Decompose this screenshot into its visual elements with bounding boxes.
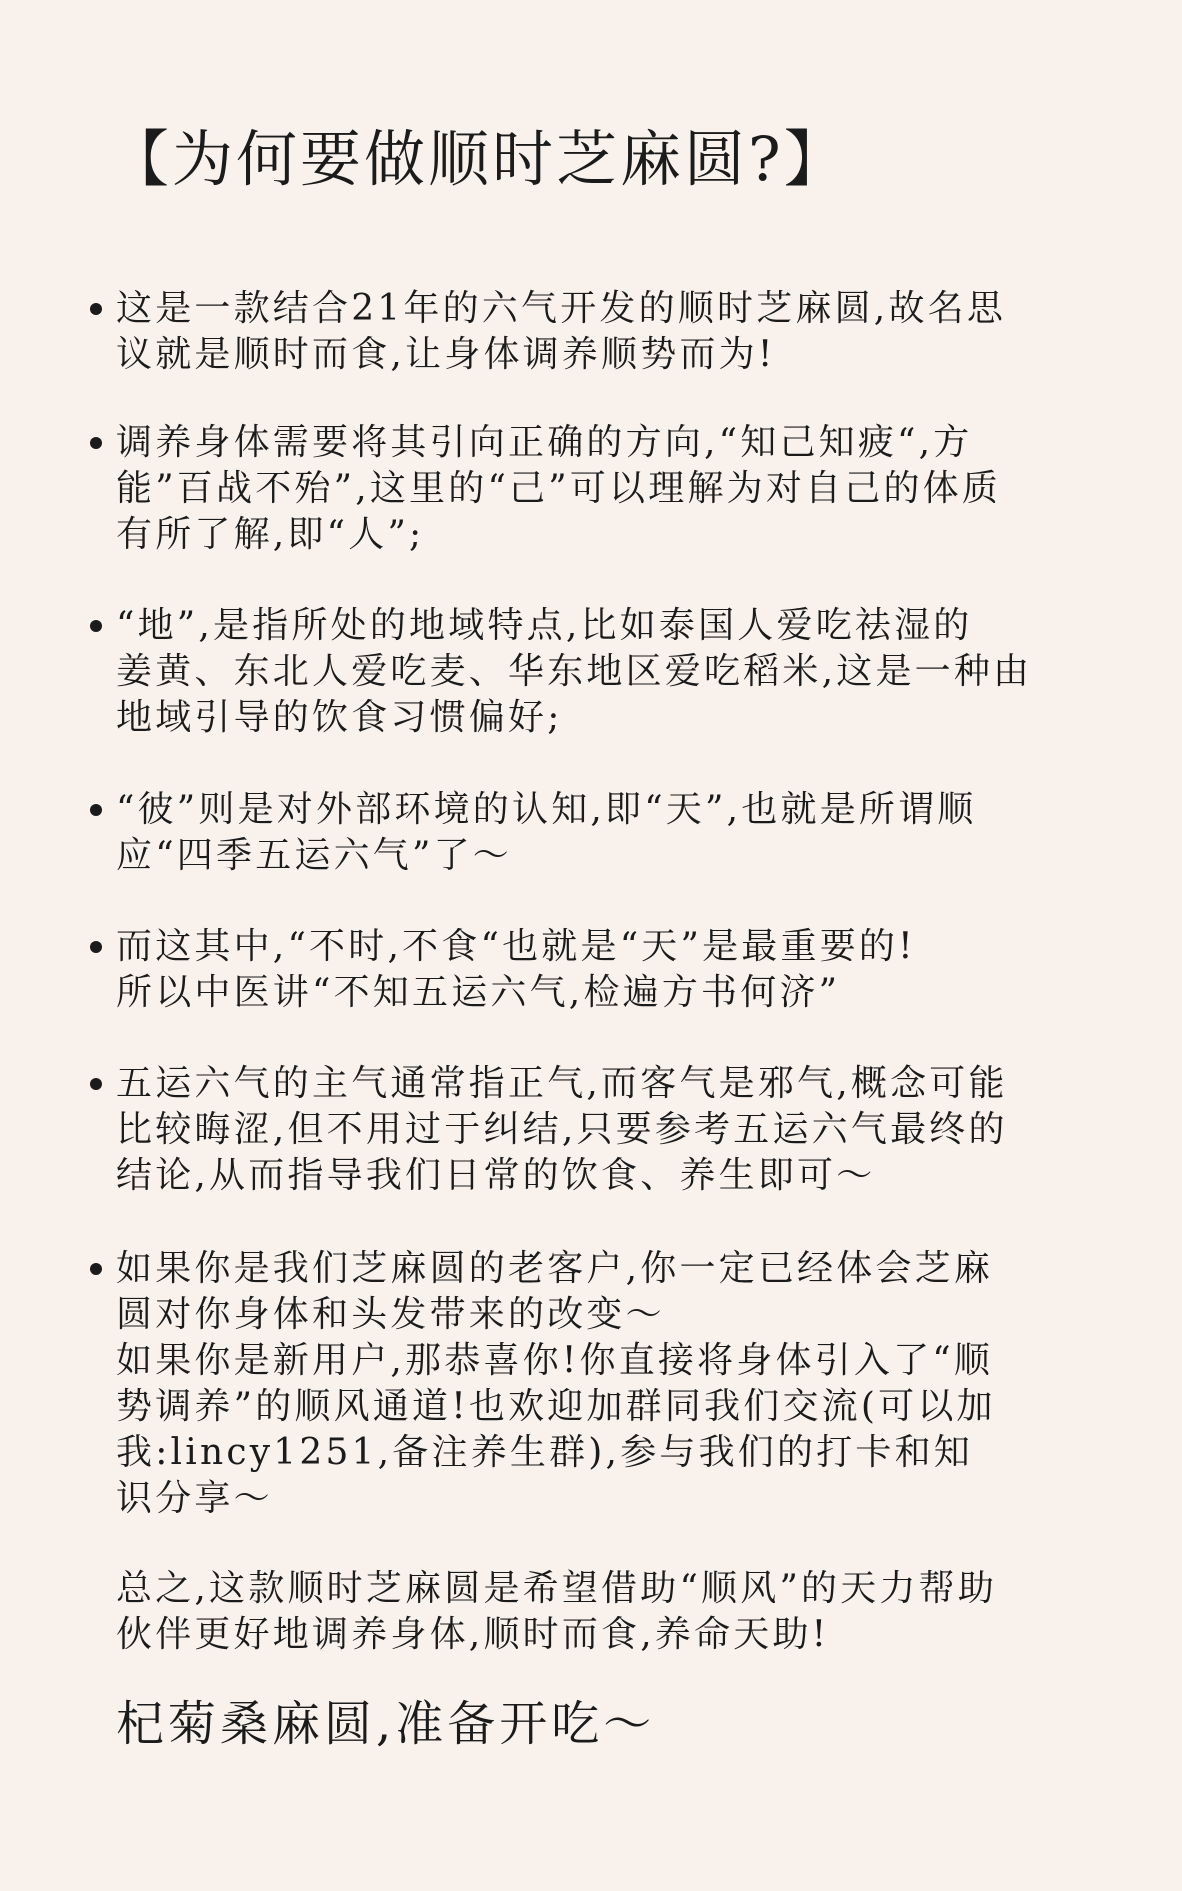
bullet-dot <box>90 1078 102 1090</box>
paragraph-line: “地”,是指所处的地域特点,比如泰国人爱吃祛湿的 <box>116 605 973 646</box>
paragraph-line: “彼”则是对外部环境的认知,即“天”,也就是所谓顺 <box>116 789 977 830</box>
bullet-dot <box>90 804 102 816</box>
paragraph-line: 伙伴更好地调养身体,顺时而食,养命天助! <box>116 1614 830 1655</box>
bullet-dot <box>90 303 102 315</box>
paragraph-line: 如果你是新用户,那恭喜你!你直接将身体引入了“顺 <box>116 1340 994 1381</box>
closing-line: 杞菊桑麻圆,准备开吃～ <box>116 1696 656 1752</box>
paragraph-line: 识分享～ <box>116 1478 273 1519</box>
paragraph-line: 如果你是我们芝麻圆的老客户,你一定已经体会芝麻 <box>116 1248 994 1289</box>
paragraph-line: 这是一款结合21年的六气开发的顺时芝麻圆,故名思 <box>116 288 1007 329</box>
paragraph-line: 姜黄、东北人爱吃麦、华东地区爱吃稻米,这是一种由 <box>116 651 1033 692</box>
paragraph-line: 所以中医讲“不知五运六气,检遍方书何济” <box>116 972 841 1013</box>
paragraph-line: 有所了解,即“人”; <box>116 514 425 555</box>
bullet-dot <box>90 437 102 449</box>
bullet-dot <box>90 941 102 953</box>
paragraph-line: 总之,这款顺时芝麻圆是希望借助“顺风”的天力帮助 <box>116 1568 998 1609</box>
paragraph-line: 结论,从而指导我们日常的饮食、养生即可～ <box>116 1155 876 1196</box>
bullet-dot <box>90 620 102 632</box>
paragraph-line: 地域引导的饮食习惯偏好; <box>116 697 563 738</box>
paragraph-line: 调养身体需要将其引向正确的方向,“知己知疲“,方 <box>116 422 973 463</box>
page-title: 【为何要做顺时芝麻圆?】 <box>108 124 848 195</box>
paragraph-line: 我:lincy1251,备注养生群),参与我们的打卡和知 <box>116 1432 973 1473</box>
bullet-dot <box>90 1263 102 1275</box>
paragraph-line: 五运六气的主气通常指正气,而客气是邪气,概念可能 <box>116 1063 1008 1104</box>
paragraph-line: 议就是顺时而食,让身体调养顺势而为! <box>116 334 776 375</box>
paragraph-line: 应“四季五运六气”了～ <box>116 835 513 876</box>
paragraph-line: 势调养”的顺风通道!也欢迎加群同我们交流(可以加 <box>116 1386 996 1427</box>
paragraph-line: 而这其中,“不时,不食“也就是“天”是最重要的! <box>116 926 916 967</box>
paragraph-line: 比较晦涩,但不用过于纠结,只要参考五运六气最终的 <box>116 1109 1008 1150</box>
paragraph-line: 圆对你身体和头发带来的改变～ <box>116 1294 665 1335</box>
paragraph-line: 能”百战不殆”,这里的“己”可以理解为对自己的体质 <box>116 468 1002 509</box>
